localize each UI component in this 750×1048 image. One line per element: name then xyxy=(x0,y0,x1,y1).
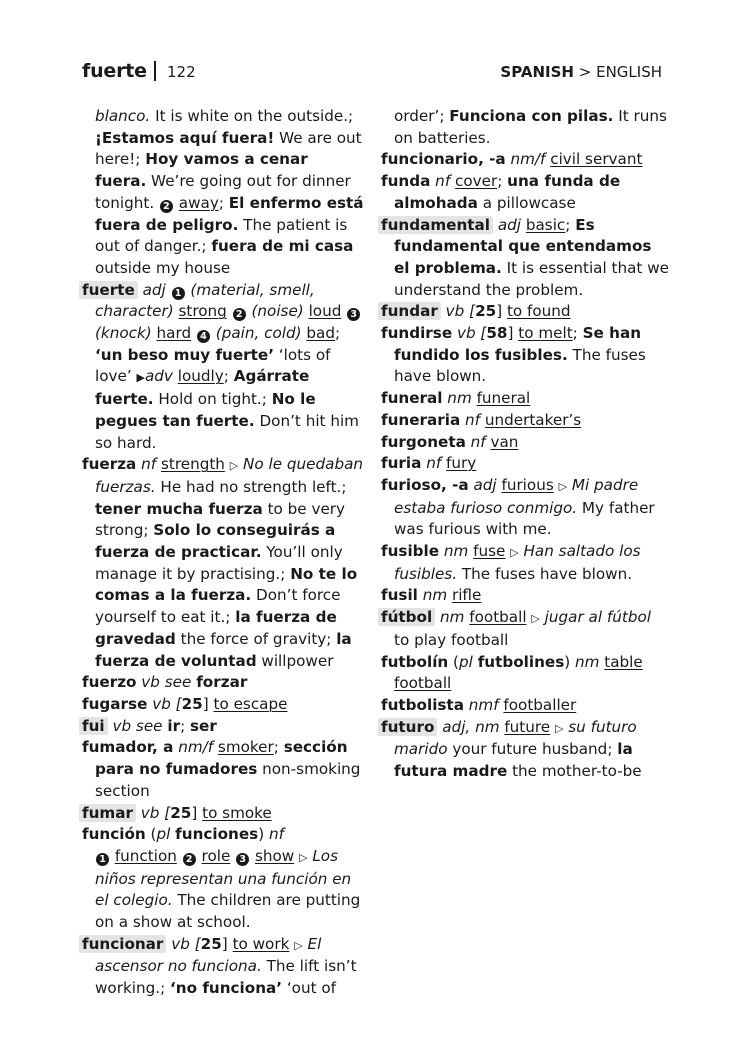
entry-fundar: fundar vb [25] to found xyxy=(381,301,671,323)
headword: funeral xyxy=(381,389,443,408)
headword: fuerza xyxy=(82,455,137,474)
example-arrow-icon: ▷ xyxy=(299,850,308,864)
entry-futuro: futuro adj, nm future ▷ su futuro marido your future husband; la futura madre the mother-to-be xyxy=(381,717,671,783)
headword: furia xyxy=(381,454,422,473)
example-arrow-icon: ▷ xyxy=(554,721,564,735)
entry-funcionario: funcionario, -a nm/f civil servant xyxy=(381,150,643,169)
headword: fundirse xyxy=(381,324,453,343)
headword-highlighted: funcionar xyxy=(79,935,166,953)
source-language: SPANISH xyxy=(500,63,574,81)
header-divider xyxy=(154,61,156,81)
sense-number-icon: 2 xyxy=(160,200,173,213)
entry-fuerza: fuerza nf strength ▷ No le quedaban fuerzas. He had no strength left.; tener mucha fuerza to be very strong; Solo lo conseguirás a fuerza de practicar. You’ll only manage it by practising.; No te lo comas a la fuerza. Don’t force yourself to eat it.; la fuerza de gravedad the force of gravity; la fuerza de voluntad willpower xyxy=(82,455,364,670)
headword-highlighted: fundamental xyxy=(378,216,493,234)
entry-fumar: fumar vb [25] to smoke xyxy=(82,803,364,825)
example-arrow-icon: ▷ xyxy=(510,546,519,560)
headword-highlighted: fundar xyxy=(378,302,441,320)
headword-highlighted: fui xyxy=(79,717,108,735)
entry-futbolin: futbolín (pl futbolines) nm table football xyxy=(381,652,643,693)
headword-highlighted: futuro xyxy=(378,718,437,736)
headword: funda xyxy=(381,172,431,191)
headword: futbolista xyxy=(381,695,464,714)
sense-number-icon: 1 xyxy=(96,853,109,866)
headword-highlighted: fútbol xyxy=(378,608,435,626)
direction-arrow: > xyxy=(578,63,592,81)
headword: fuerzo xyxy=(82,673,137,692)
example-arrow-icon: ▷ xyxy=(558,479,568,493)
entry-funda: funda nf cover; una funda de almohada a pillowcase xyxy=(381,172,621,212)
entry-fuerte: fuerte adj 1 (material, smell, character) strong 2 (noise) loud 3 (knock) hard 4 (pain, cold) bad; ‘un beso muy fuerte’ ‘lots of love’ ▶adv loudly; Agárrate fuerte. Hold on tight.; No le pegues tan fuerte. Don’t hit him so hard. xyxy=(82,280,364,455)
example-arrow-icon: ▷ xyxy=(229,459,239,473)
entry-funeral: funeral nm funeral xyxy=(381,389,531,408)
entry-funeraria: funeraria nf undertaker’s xyxy=(381,410,582,429)
entry-furioso: furioso, -a adj furious ▷ Mi padre estaba furioso conmigo. My father was furious with me. xyxy=(381,475,655,539)
entry-fusible: fusible nm fuse ▷ Han saltado los fusibles. The fuses have blown. xyxy=(381,542,641,583)
dictionary-direction xyxy=(500,63,662,81)
entry-fusil: fusil nm rifle xyxy=(381,586,482,605)
entry-futbol: fútbol nm football ▷ jugar al fútbol to play football xyxy=(381,607,671,651)
right-column xyxy=(381,106,671,783)
headword: funcionario, -a xyxy=(381,150,506,169)
entry-fumador: fumador, a nm/f smoker; sección para no fumadores non-smoking section xyxy=(82,738,361,800)
headword: funeraria xyxy=(381,410,461,429)
headword: furgoneta xyxy=(381,432,466,451)
entry-futbolista: futbolista nmf footballer xyxy=(381,695,577,714)
example-arrow-icon: ▷ xyxy=(531,612,540,626)
entry-funcionar: funcionar vb [25] to work ▷ El ascensor no funciona. The lift isn’t working.; ‘no funciona’ ‘out of xyxy=(82,934,364,1000)
sense-number-icon: 3 xyxy=(347,308,360,321)
entry-fundirse: fundirse vb [58] to melt; Se han fundido los fusibles. The fuses have blown. xyxy=(381,324,646,386)
entry-fuerzo: fuerzo vb see forzar xyxy=(82,673,248,692)
headword: fumador, a xyxy=(82,738,174,757)
entry-fundamental: fundamental adj basic; Es fundamental que entendamos el problema. It is essential that we understand the problem. xyxy=(381,215,671,302)
entry-furia: furia nf fury xyxy=(381,454,477,473)
entry-furgoneta: furgoneta nf van xyxy=(381,432,519,451)
entry-funcionar-continued: order’; Funciona con pilas. It runs on batteries. xyxy=(394,107,667,147)
headword-highlighted: fumar xyxy=(79,804,136,822)
sense-number-icon: 1 xyxy=(172,287,185,300)
headword: fusil xyxy=(381,586,418,605)
target-language: ENGLISH xyxy=(596,63,662,81)
entry-fuera-continued: blanco. It is white on the outside.; ¡Estamos aquí fuera! We are out here!; Hoy vamos a cenar fuera. We’re going out for dinner tonight. 2 away; El enfermo está fuera de peligro. The patient is out of danger.; fuera de mi casa outside my house xyxy=(95,107,364,277)
running-headword: fuerte xyxy=(82,60,147,82)
headword: futbolín xyxy=(381,652,449,671)
entry-fugarse: fugarse vb [25] to escape xyxy=(82,694,288,713)
sense-number-icon: 4 xyxy=(197,330,210,343)
sense-number-icon: 2 xyxy=(183,853,196,866)
sense-number-icon: 3 xyxy=(236,853,249,866)
headword: fusible xyxy=(381,542,440,561)
entry-funcion: función (pl funciones) nf 1 function 2 role 3 show ▷ Los niños representan una función en el colegio. The children are putting on a show at school. xyxy=(82,825,361,932)
headword: función xyxy=(82,825,146,844)
headword-highlighted: fuerte xyxy=(79,281,138,299)
example-arrow-icon: ▷ xyxy=(294,938,303,952)
headword: fugarse xyxy=(82,694,148,713)
sense-number-icon: 2 xyxy=(233,308,246,321)
filled-arrow-icon: ▶ xyxy=(136,371,145,385)
entry-fui: fui vb see ir; ser xyxy=(82,716,364,738)
left-column xyxy=(82,106,364,1000)
page-number: 122 xyxy=(167,63,196,81)
headword: furioso, -a xyxy=(381,475,469,494)
page-header xyxy=(82,58,662,86)
